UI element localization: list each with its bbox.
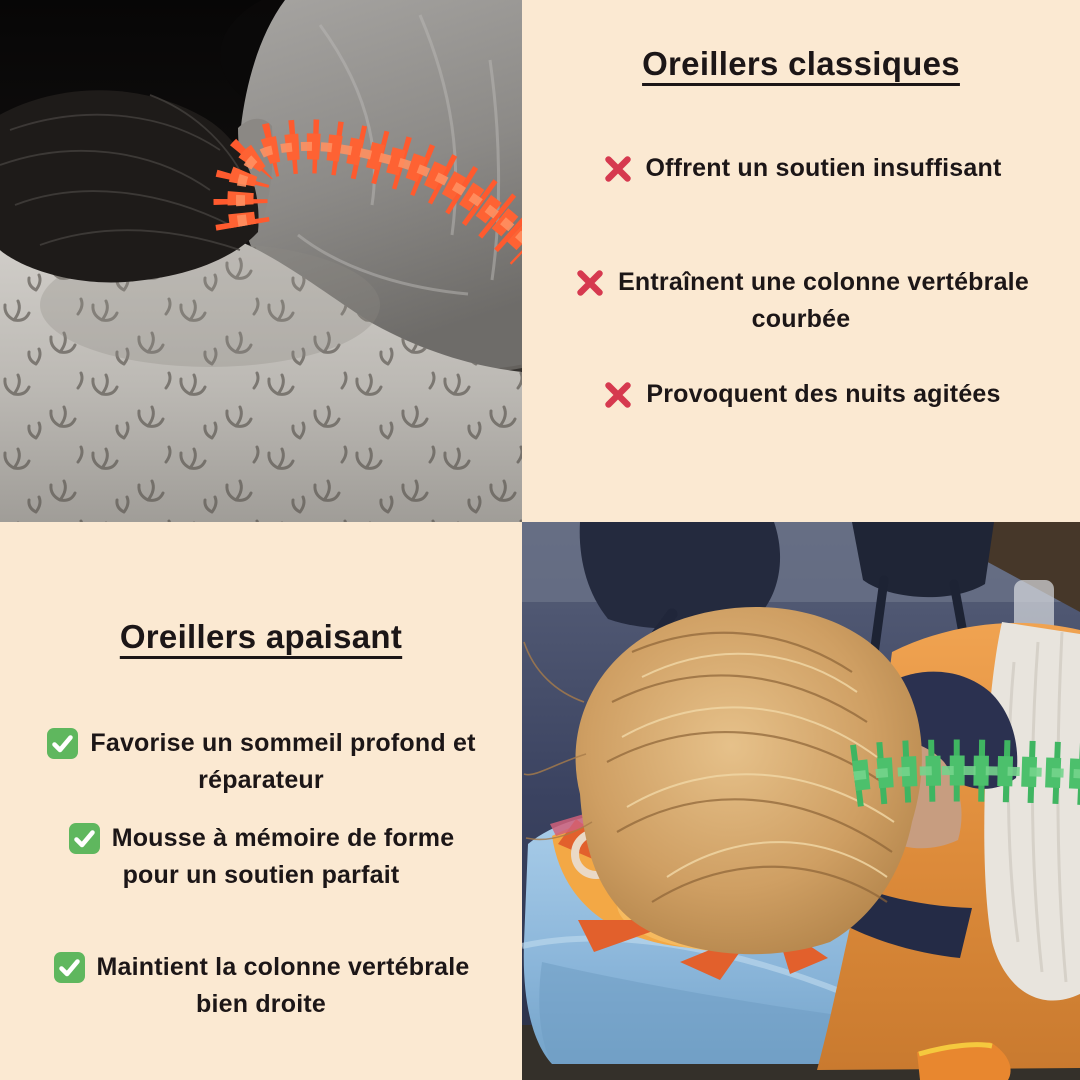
cross-icon: [601, 378, 635, 412]
classic-item-text: Offrent un soutien insuffisant: [645, 154, 1002, 182]
classic-title: Oreillers classiques: [642, 45, 960, 82]
soothing-pillows-panel: [0, 522, 522, 1080]
soothing-item-text: Maintient la colonne vertébrale: [96, 953, 470, 981]
check-icon: [53, 951, 86, 984]
soothing-item-text: Favorise un sommeil profond et: [90, 729, 476, 757]
soothing-item-text: pour un soutien parfait: [122, 861, 400, 889]
classic-pillows-panel: [522, 0, 1080, 522]
ergonomic-pillow-scene: [522, 522, 1080, 1080]
classic-item-2: [522, 264, 1080, 338]
check-icon: [68, 822, 101, 855]
soothing-item-3: [0, 949, 522, 1023]
soothing-item-text: bien droite: [196, 990, 326, 1018]
classic-item-text: Entraînent une colonne vertébrale: [618, 268, 1029, 296]
classic-item-3: [522, 376, 1080, 413]
classic-pillow-scene: [0, 0, 522, 522]
soothing-item-text: Mousse à mémoire de forme: [111, 824, 455, 852]
classic-item-1: [522, 150, 1080, 187]
classic-item-text: courbée: [751, 305, 851, 333]
cross-icon: [601, 152, 635, 186]
soothing-title: Oreillers apaisant: [119, 618, 403, 655]
classic-item-text: Provoquent des nuits agitées: [646, 380, 1001, 408]
soothing-item-1: [0, 725, 522, 799]
photo-ergonomic-pillow: [522, 522, 1080, 1080]
check-icon: [46, 727, 79, 760]
soothing-item-text: réparateur: [198, 766, 324, 794]
photo-classic-pillow: [0, 0, 522, 522]
cross-icon: [573, 266, 607, 300]
soothing-item-2: [0, 820, 522, 894]
